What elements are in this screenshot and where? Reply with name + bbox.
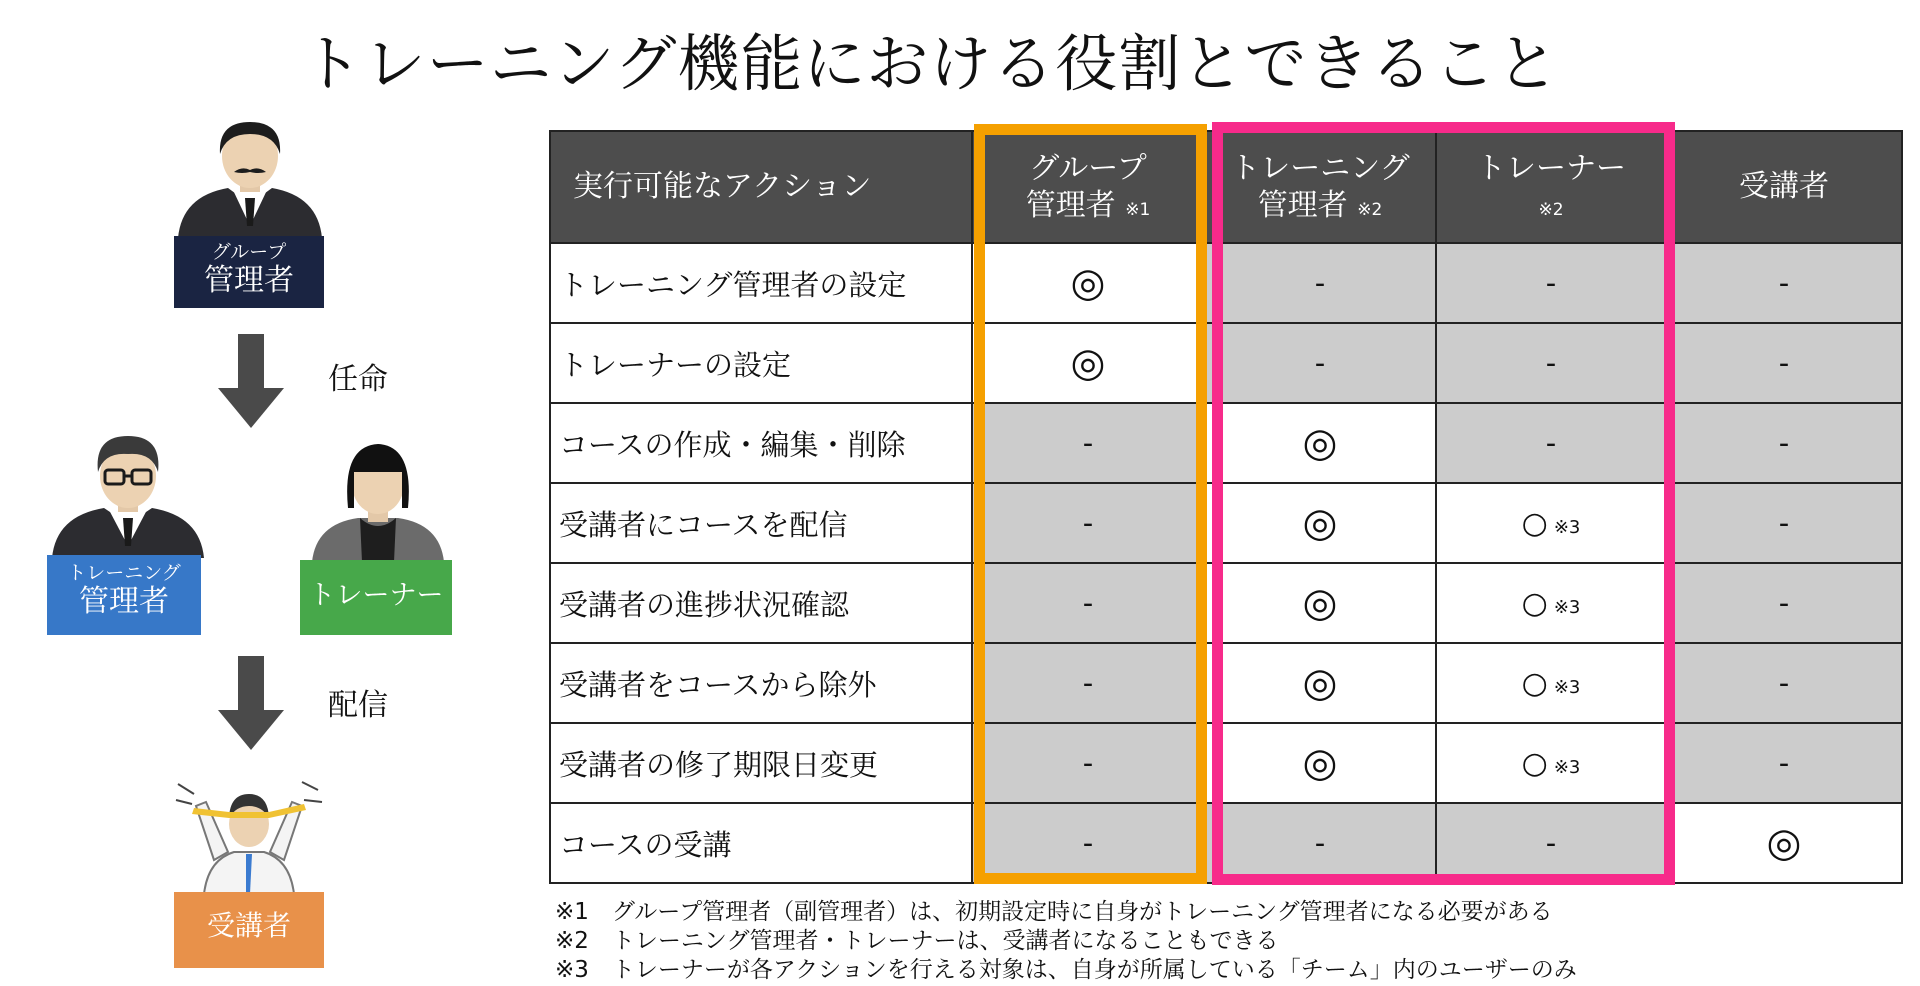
- role-trainer-label: トレーナー: [308, 580, 444, 611]
- circle-mark: ○: [1521, 505, 1548, 541]
- circle-mark: ○: [1521, 585, 1548, 621]
- cell-trainer: -: [1436, 243, 1666, 323]
- role-training-admin-small: トレーニング: [67, 562, 181, 584]
- arrow-down-icon: [218, 656, 284, 750]
- double-circle-mark: ◎: [1302, 740, 1338, 786]
- cell-group-admin: -: [972, 403, 1204, 483]
- role-training-admin-big: 管理者: [79, 583, 169, 619]
- role-learner: [174, 892, 324, 968]
- table-row: [550, 323, 1902, 403]
- table-row: [550, 723, 1902, 803]
- cell-trainer: -: [1436, 803, 1666, 883]
- cell-learner: -: [1666, 483, 1902, 563]
- circle-mark: ○: [1521, 665, 1548, 701]
- header-group-admin-note: ※1: [1125, 200, 1151, 220]
- cell-group-admin: -: [972, 643, 1204, 723]
- header-trainer-note: ※2: [1538, 200, 1564, 220]
- table-row: [550, 483, 1902, 563]
- trainer-avatar-icon: [298, 438, 458, 562]
- role-trainer: [300, 560, 452, 635]
- cell-training-admin: [1204, 483, 1436, 563]
- cell-learner: -: [1666, 323, 1902, 403]
- cell-trainer: -: [1436, 323, 1666, 403]
- action-cell: 受講者をコースから除外: [550, 643, 972, 723]
- table-row: [550, 403, 1902, 483]
- double-circle-mark: ◎: [1302, 500, 1338, 546]
- cell-training-admin: -: [1204, 243, 1436, 323]
- table-row: [550, 643, 1902, 723]
- action-cell: 受講者の修了期限日変更: [550, 723, 972, 803]
- header-group-admin: [972, 131, 1204, 243]
- double-circle-mark: ◎: [1070, 340, 1106, 386]
- role-training-admin: [47, 555, 201, 635]
- cell-learner: -: [1666, 643, 1902, 723]
- header-learner: 受講者: [1666, 131, 1902, 243]
- arrow-down-icon: [218, 334, 284, 428]
- action-cell: 受講者の進捗状況確認: [550, 563, 972, 643]
- action-cell: トレーナーの設定: [550, 323, 972, 403]
- double-circle-mark: ◎: [1302, 580, 1338, 626]
- cell-learner: -: [1666, 243, 1902, 323]
- action-cell: コースの受講: [550, 803, 972, 883]
- footnote-3: ※3 トレーナーが各アクションを行える対象は、自身が所属している「チーム」内のユーザーのみ: [555, 957, 1577, 983]
- header-training-admin-line1: トレーニング: [1230, 150, 1410, 186]
- table-header-row: [550, 131, 1902, 243]
- action-cell: トレーニング管理者の設定: [550, 243, 972, 323]
- cell-learner: -: [1666, 403, 1902, 483]
- page-title: トレーニング機能における役割とできること: [300, 27, 1560, 100]
- double-circle-mark: ◎: [1302, 660, 1338, 706]
- learner-avatar-icon: [174, 776, 324, 894]
- header-trainer: [1436, 131, 1666, 243]
- footnotes: [555, 898, 1577, 985]
- role-group-admin: [174, 236, 324, 308]
- cell-trainer: [1436, 643, 1666, 723]
- note-mark: ※3: [1553, 756, 1581, 778]
- header-group-admin-line1: グループ: [1029, 150, 1147, 186]
- double-circle-mark: ◎: [1070, 260, 1106, 306]
- action-cell: コースの作成・編集・削除: [550, 403, 972, 483]
- header-group-admin-line2: 管理者: [1025, 188, 1116, 223]
- cell-learner: -: [1666, 723, 1902, 803]
- cell-group-admin: -: [972, 723, 1204, 803]
- cell-group-admin: [972, 323, 1204, 403]
- cell-group-admin: [972, 243, 1204, 323]
- step-deliver-label: 配信: [328, 688, 388, 723]
- table-row: [550, 243, 1902, 323]
- cell-training-admin: [1204, 643, 1436, 723]
- cell-group-admin: -: [972, 483, 1204, 563]
- cell-trainer: [1436, 563, 1666, 643]
- cell-training-admin: -: [1204, 323, 1436, 403]
- table-row: [550, 563, 1902, 643]
- header-action: 実行可能なアクション: [550, 131, 972, 243]
- table-row: [550, 803, 1902, 883]
- role-permission-table: [549, 130, 1903, 884]
- cell-learner: [1666, 803, 1902, 883]
- header-trainer-line1: トレーナー: [1476, 150, 1626, 186]
- cell-group-admin: -: [972, 563, 1204, 643]
- training-admin-avatar-icon: [48, 432, 208, 558]
- header-training-admin-note: ※2: [1357, 200, 1383, 220]
- cell-trainer: -: [1436, 403, 1666, 483]
- role-group-admin-big: 管理者: [204, 262, 294, 298]
- note-mark: ※3: [1553, 516, 1581, 538]
- cell-training-admin: [1204, 403, 1436, 483]
- step-appoint-label: 任命: [328, 362, 388, 397]
- header-training-admin-line2: 管理者: [1257, 188, 1348, 223]
- cell-training-admin: [1204, 723, 1436, 803]
- double-circle-mark: ◎: [1766, 820, 1802, 866]
- action-cell: 受講者にコースを配信: [550, 483, 972, 563]
- cell-trainer: [1436, 723, 1666, 803]
- cell-group-admin: -: [972, 803, 1204, 883]
- note-mark: ※3: [1553, 596, 1581, 618]
- role-group-admin-small: グループ: [211, 241, 287, 263]
- cell-learner: -: [1666, 563, 1902, 643]
- cell-training-admin: [1204, 563, 1436, 643]
- cell-training-admin: -: [1204, 803, 1436, 883]
- circle-mark: ○: [1521, 745, 1548, 781]
- group-admin-avatar-icon: [170, 118, 330, 238]
- role-learner-label: 受講者: [206, 909, 291, 942]
- footnote-1: ※1 グループ管理者（副管理者）は、初期設定時に自身がトレーニング管理者になる必要がある: [555, 899, 1553, 925]
- note-mark: ※3: [1553, 676, 1581, 698]
- cell-trainer: [1436, 483, 1666, 563]
- double-circle-mark: ◎: [1302, 420, 1338, 466]
- header-training-admin: [1204, 131, 1436, 243]
- footnote-2: ※2 トレーニング管理者・トレーナーは、受講者になることもできる: [555, 928, 1279, 954]
